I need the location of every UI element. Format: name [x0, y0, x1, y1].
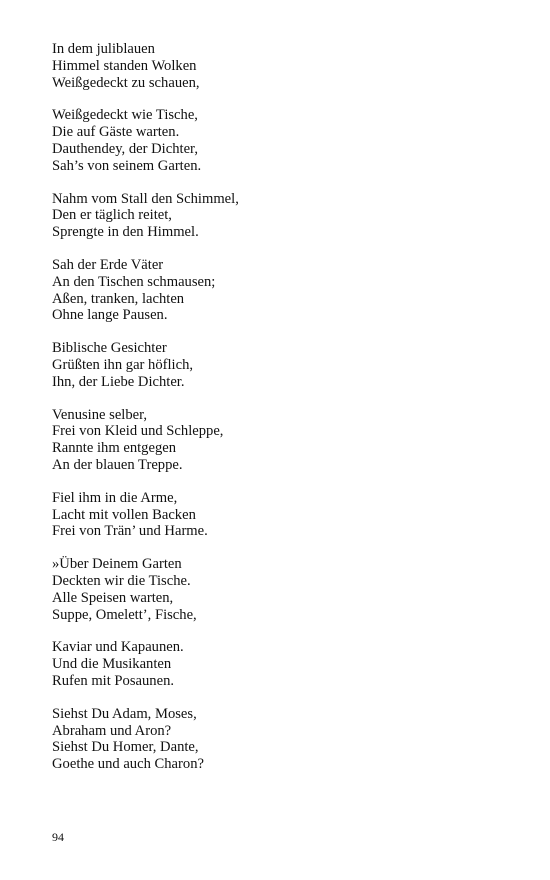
- stanza-8: [52, 556, 512, 623]
- poem-line: Rannte ihm entgegen: [52, 440, 177, 457]
- poem-line: In dem juliblauen: [52, 41, 155, 57]
- poem-line: »Über Deinem Garten: [52, 556, 182, 573]
- poem-line: Suppe, Omelett’, Fische,: [52, 606, 197, 623]
- poem-line: Kaviar und Kapaunen.: [52, 639, 184, 656]
- poem-line: Siehst Du Homer, Dante,: [52, 739, 199, 756]
- poem-line: Sah der Erde Väter: [52, 256, 164, 273]
- poem-line: Weißgedeckt zu schauen,: [52, 74, 200, 91]
- poem-line: Nahm vom Stall den Schimmel,: [52, 190, 239, 207]
- poem-line: Goethe und auch Charon?: [52, 756, 204, 773]
- poem-line: Abraham und Aron?: [52, 722, 172, 739]
- poem-line: An den Tischen schmausen;: [52, 273, 216, 290]
- poem-line: Ohne lange Pausen.: [52, 307, 168, 324]
- stanza-6: [52, 407, 512, 474]
- poem-line: Venusine selber,: [52, 406, 148, 423]
- poem-line: Grüßten ihn gar höflich,: [52, 356, 194, 373]
- page-number: 94: [52, 830, 64, 844]
- poem-line: Dauthendey, der Dichter,: [52, 140, 198, 157]
- stanza-4: [52, 257, 512, 324]
- poem-line: Alle Speisen warten,: [52, 589, 174, 606]
- poem-line: Biblische Gesichter: [52, 340, 167, 357]
- poem-line: Siehst Du Adam, Moses,: [52, 705, 197, 722]
- poem-line: Frei von Trän’ und Harme.: [52, 523, 208, 540]
- poem-line: Sprengte in den Himmel.: [52, 224, 199, 241]
- poem-line: An der blauen Treppe.: [52, 456, 183, 473]
- poem-text: [52, 41, 512, 789]
- poem-line: Rufen mit Posaunen.: [52, 672, 175, 689]
- poem-line: Fiel ihm in die Arme,: [52, 489, 178, 506]
- poem-line: Die auf Gäste warten.: [52, 124, 180, 141]
- stanza-5: [52, 340, 512, 390]
- poem-line: Aßen, tranken, lachten: [52, 290, 185, 307]
- poem-line: Ihn, der Liebe Dichter.: [52, 373, 185, 390]
- poem-line: Und die Musikanten: [52, 656, 172, 673]
- stanza-2: [52, 107, 512, 174]
- poem-line: Himmel standen Wolken: [52, 57, 197, 74]
- poem-line: Frei von Kleid und Schleppe,: [52, 423, 224, 440]
- poem-line: Weißgedeckt wie Tische,: [52, 107, 198, 124]
- stanza-10: [52, 706, 512, 773]
- stanza-3: [52, 191, 512, 241]
- stanza-1: [52, 41, 512, 91]
- poem-line: Deckten wir die Tische.: [52, 572, 191, 589]
- stanza-9: [52, 639, 512, 689]
- poem-line: Den er täglich reitet,: [52, 207, 172, 224]
- stanza-7: [52, 490, 512, 540]
- poem-line: Sah’s von seinem Garten.: [52, 157, 202, 174]
- poem-line: Lacht mit vollen Backen: [52, 506, 196, 523]
